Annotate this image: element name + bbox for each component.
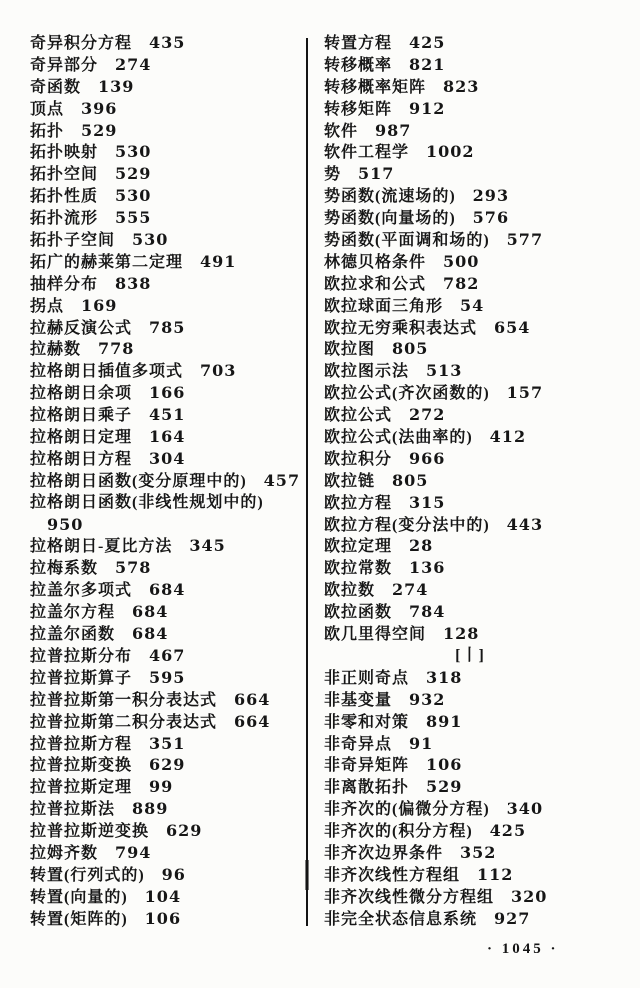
index-page-number: 784	[409, 602, 446, 622]
index-page-number: 396	[81, 98, 118, 118]
index-page-number: 104	[144, 886, 182, 906]
index-entry	[324, 535, 616, 557]
index-entry	[30, 535, 304, 557]
index-entry	[30, 842, 304, 864]
index-entry	[30, 557, 304, 579]
index-term: 欧拉方程(变分法中的)	[324, 516, 490, 534]
index-page-number: 778	[98, 339, 135, 359]
index-term: 欧拉公式	[324, 407, 393, 425]
index-page-number: 139	[98, 76, 135, 96]
index-term: 非齐次的(偏微分方程)	[324, 801, 490, 819]
index-page-number: 927	[494, 908, 531, 928]
index-page-number: 136	[409, 558, 446, 578]
index-entry	[324, 557, 616, 579]
index-page-number: 340	[506, 799, 544, 819]
column-divider	[306, 38, 308, 926]
index-term: 拉普拉斯逆变换	[30, 823, 150, 841]
index-entry	[30, 229, 304, 251]
index-term: 拉格朗日函数(变分原理中的)	[30, 472, 247, 490]
index-entry	[324, 689, 616, 711]
index-page-number: 91	[409, 733, 434, 753]
index-page-number: 315	[409, 492, 446, 512]
index-term: 欧拉无穷乘积表达式	[324, 319, 478, 337]
index-entry	[30, 54, 304, 76]
index-term: 拉姆齐数	[30, 844, 99, 862]
index-entry	[324, 733, 616, 755]
index-page-number: 529	[426, 777, 463, 797]
index-entry	[324, 141, 616, 163]
index-entry	[30, 426, 304, 448]
index-entry	[30, 207, 304, 229]
index-entry	[30, 492, 304, 514]
index-term: 拉普拉斯第一积分表达式	[30, 691, 218, 709]
index-entry	[324, 514, 616, 536]
index-page-number: 169	[81, 295, 118, 315]
index-page-number: 891	[426, 711, 463, 731]
index-term: 拉格朗日乘子	[30, 407, 133, 425]
index-term: 拓扑性质	[30, 188, 99, 206]
index-page-number: 435	[149, 33, 186, 52]
index-term: 拉格朗日插值多项式	[30, 363, 184, 381]
index-entry	[30, 163, 304, 185]
index-column-left	[30, 32, 304, 930]
index-page-number: 577	[506, 230, 544, 250]
index-entry	[324, 711, 616, 733]
index-entry	[30, 886, 304, 908]
index-page-number: 966	[409, 448, 446, 468]
index-entry	[30, 338, 304, 360]
index-page-number: 794	[115, 842, 152, 862]
index-term: 拓扑	[30, 122, 65, 140]
index-term: 奇异积分方程	[30, 35, 133, 52]
index-entry	[324, 908, 616, 930]
index-term: 拉赫反演公式	[30, 319, 133, 337]
index-term: 欧拉图	[324, 341, 376, 359]
index-page-number: 555	[115, 208, 152, 228]
index-page-number: 576	[472, 208, 510, 228]
index-term: 欧拉求和公式	[324, 275, 427, 293]
index-entry	[324, 426, 616, 448]
index-term: 欧拉数	[324, 582, 376, 600]
index-page-number: 500	[443, 251, 480, 271]
index-term: 转移矩阵	[324, 100, 393, 118]
index-page-number: 164	[149, 427, 186, 447]
index-entry	[30, 623, 304, 645]
index-term: 拉盖尔方程	[30, 604, 116, 622]
index-page-number: 950	[47, 514, 84, 534]
index-term: 拉格朗日函数(非线性规划中的)	[30, 493, 264, 511]
index-page-number: 530	[115, 186, 152, 206]
index-term: 拉普拉斯分布	[30, 647, 133, 665]
index-term: 拉赫数	[30, 341, 82, 359]
index-term: 拉普拉斯定理	[30, 779, 133, 797]
index-term: 拉盖尔函数	[30, 626, 116, 644]
index-term: 转置(矩阵的)	[30, 910, 128, 928]
index-term: 软件	[324, 122, 359, 140]
index-term: 非基变量	[324, 691, 393, 709]
index-page-number: 128	[443, 624, 480, 644]
index-entry	[30, 776, 304, 798]
page-number-footer: · 1045 ·	[487, 941, 559, 957]
index-page-number: 932	[409, 689, 446, 709]
index-page-number: 889	[132, 799, 169, 819]
index-entry	[30, 76, 304, 98]
index-term: 顶点	[30, 100, 65, 118]
index-term: 拉普拉斯法	[30, 801, 116, 819]
index-term: 非正则奇点	[324, 669, 410, 687]
index-term: 非奇异点	[324, 735, 393, 753]
index-page-number: 293	[472, 186, 510, 206]
index-term: 拉格朗日余项	[30, 385, 133, 403]
index-page-number: 629	[149, 755, 186, 775]
index-page-number: 157	[506, 383, 544, 403]
index-entry	[324, 579, 616, 601]
index-entry	[324, 120, 616, 142]
index-term: 欧几里得空间	[324, 626, 427, 644]
index-entry	[30, 404, 304, 426]
index-page-number: 838	[115, 273, 152, 293]
index-column-right	[324, 32, 616, 930]
index-page-number: 805	[392, 339, 429, 359]
index-entry	[30, 251, 304, 273]
index-entry	[324, 492, 616, 514]
index-entry	[30, 798, 304, 820]
index-term: 势函数(平面调和场的)	[324, 232, 490, 250]
index-entry	[324, 76, 616, 98]
index-entry	[30, 601, 304, 623]
index-page-number: 987	[375, 120, 412, 140]
index-term: 非奇异矩阵	[324, 757, 410, 775]
index-page-number: 595	[149, 667, 186, 687]
index-entry	[30, 908, 304, 930]
index-entry	[30, 448, 304, 470]
index-entry-continuation	[30, 514, 304, 536]
index-entry	[324, 404, 616, 426]
index-term: 拉格朗日方程	[30, 450, 133, 468]
index-page-number: 304	[149, 448, 186, 468]
index-term: 转置(向量的)	[30, 888, 128, 906]
index-term: 拓扑子空间	[30, 232, 116, 250]
index-term: 非齐次线性方程组	[324, 866, 461, 884]
index-page-number: 54	[460, 295, 485, 315]
index-page-number: 821	[409, 54, 446, 74]
index-entry	[324, 864, 616, 886]
index-term: 非齐次的(积分方程)	[324, 823, 473, 841]
index-entry	[324, 98, 616, 120]
index-entry	[30, 382, 304, 404]
index-page-number: 491	[200, 251, 237, 271]
index-entry	[30, 689, 304, 711]
index-page-number: 684	[132, 624, 169, 644]
index-entry	[30, 754, 304, 776]
index-page-number: 274	[115, 54, 152, 74]
index-entry	[324, 251, 616, 273]
index-page-number: 99	[149, 777, 174, 797]
index-page-number: 106	[426, 755, 463, 775]
index-term: 奇异部分	[30, 56, 99, 74]
index-page-number: 529	[81, 120, 118, 140]
index-term: 软件工程学	[324, 144, 410, 162]
index-page-number: 457	[263, 470, 301, 490]
index-entry	[324, 886, 616, 908]
index-entry	[30, 360, 304, 382]
index-term: 拓扑映射	[30, 144, 99, 162]
index-page-number: 351	[149, 733, 186, 753]
index-page-number: 467	[149, 645, 186, 665]
index-page-number: 513	[426, 361, 463, 381]
index-term: 转移概率矩阵	[324, 78, 427, 96]
index-page-number: 629	[166, 821, 203, 841]
index-term: 抽样分布	[30, 275, 99, 293]
index-term: 非齐次边界条件	[324, 844, 444, 862]
index-entry	[30, 645, 304, 667]
index-term: 非完全状态信息系统	[324, 910, 478, 928]
index-page-number: 912	[409, 98, 446, 118]
index-page-number: 166	[149, 383, 186, 403]
index-entry	[324, 623, 616, 645]
index-entry	[324, 207, 616, 229]
index-term: 欧拉常数	[324, 560, 393, 578]
index-entry	[324, 820, 616, 842]
index-page-number: 345	[189, 536, 226, 556]
index-term: 欧拉积分	[324, 450, 393, 468]
index-term: 欧拉公式(法曲率的)	[324, 429, 473, 447]
index-term: 拉普拉斯第二积分表达式	[30, 713, 218, 731]
index-entry	[324, 382, 616, 404]
index-term: 拓扑流形	[30, 210, 99, 228]
index-term: 非离散拓扑	[324, 779, 410, 797]
index-entry	[30, 32, 304, 54]
index-page-number: 664	[234, 711, 271, 731]
index-term: 拐点	[30, 297, 65, 315]
index-term: 非零和对策	[324, 713, 410, 731]
index-page-number: 684	[132, 602, 169, 622]
index-entry	[30, 667, 304, 689]
index-entry	[324, 776, 616, 798]
index-term: 拓扑空间	[30, 166, 99, 184]
index-entry	[324, 185, 616, 207]
index-term: 欧拉公式(齐次函数的)	[324, 385, 490, 403]
index-term: 奇函数	[30, 78, 82, 96]
index-term: 非齐次线性微分方程组	[324, 888, 495, 906]
index-term: 势	[324, 166, 342, 184]
index-entry	[324, 360, 616, 382]
index-page-number: 451	[149, 405, 186, 425]
index-page-number: 274	[392, 580, 429, 600]
index-entry	[30, 317, 304, 339]
index-term: 拉普拉斯方程	[30, 735, 133, 753]
index-entry	[324, 273, 616, 295]
index-term: 欧拉图示法	[324, 363, 410, 381]
index-entry	[324, 229, 616, 251]
index-page-number: 529	[115, 164, 152, 184]
index-page-number: 782	[443, 273, 480, 293]
index-page-number: 425	[409, 33, 446, 52]
index-entry	[324, 163, 616, 185]
index-entry	[324, 842, 616, 864]
index-entry	[30, 295, 304, 317]
index-page-number: 443	[506, 514, 544, 534]
index-entry	[324, 798, 616, 820]
index-entry	[324, 601, 616, 623]
index-term: 拉盖尔多项式	[30, 582, 133, 600]
index-term: 转移概率	[324, 56, 393, 74]
index-entry	[324, 317, 616, 339]
index-page-number: 530	[115, 142, 152, 162]
index-page-number: 112	[477, 864, 514, 884]
index-entry	[324, 54, 616, 76]
index-page-number: 654	[494, 317, 531, 337]
index-term: 拉梅系数	[30, 560, 99, 578]
index-page-number: 352	[460, 842, 497, 862]
index-entry	[30, 820, 304, 842]
index-term: 势函数(向量场的)	[324, 210, 456, 228]
index-page-number: 28	[409, 536, 434, 556]
index-term: 拉格朗日-夏比方法	[30, 538, 173, 556]
index-term: 欧拉链	[324, 472, 376, 490]
index-page-number: 785	[149, 317, 186, 337]
index-entry	[324, 470, 616, 492]
index-page-number: 318	[426, 667, 463, 687]
index-page-number: 272	[409, 405, 446, 425]
index-term: 转置(行列式的)	[30, 866, 145, 884]
index-entry	[30, 864, 304, 886]
index-entry	[30, 579, 304, 601]
index-entry	[30, 120, 304, 142]
index-term: 欧拉球面三角形	[324, 297, 444, 315]
index-page-number: 703	[200, 361, 237, 381]
index-entry	[324, 338, 616, 360]
index-page-number: 1002	[426, 142, 475, 162]
index-entry	[30, 470, 304, 492]
index-page-number: 106	[144, 908, 182, 928]
index-page-number: 805	[392, 470, 429, 490]
index-entry	[324, 295, 616, 317]
index-page-number: 664	[234, 689, 271, 709]
index-term: 拓广的赫莱第二定理	[30, 253, 184, 271]
index-term: 拉普拉斯变换	[30, 757, 133, 775]
index-entry	[30, 141, 304, 163]
index-term: 转置方程	[324, 35, 393, 52]
index-entry	[30, 98, 304, 120]
index-entry	[324, 754, 616, 776]
index-term: 欧拉方程	[324, 494, 393, 512]
index-term: 欧拉定理	[324, 538, 393, 556]
index-term: 拉普拉斯算子	[30, 669, 133, 687]
index-entry	[30, 711, 304, 733]
index-page-number: 320	[511, 886, 548, 906]
index-entry	[30, 273, 304, 295]
index-page-number: 425	[489, 821, 527, 841]
index-entry	[324, 32, 616, 54]
index-entry	[324, 667, 616, 689]
index-entry	[324, 448, 616, 470]
index-term: 拉格朗日定理	[30, 429, 133, 447]
index-page-number: 823	[443, 76, 480, 96]
index-page-number: 96	[161, 864, 186, 884]
index-entry	[30, 185, 304, 207]
index-term: 欧拉函数	[324, 604, 393, 622]
index-page-number: 684	[149, 580, 186, 600]
index-page-number: 530	[132, 230, 169, 250]
column-divider-blemish	[305, 860, 309, 890]
index-page-number: 517	[358, 164, 395, 184]
index-page-number: 412	[489, 427, 527, 447]
index-term: 势函数(流速场的)	[324, 188, 456, 206]
section-header: [丨]	[455, 646, 485, 664]
index-page-number: 578	[115, 558, 152, 578]
index-entry	[30, 733, 304, 755]
index-term: 林德贝格条件	[324, 253, 427, 271]
